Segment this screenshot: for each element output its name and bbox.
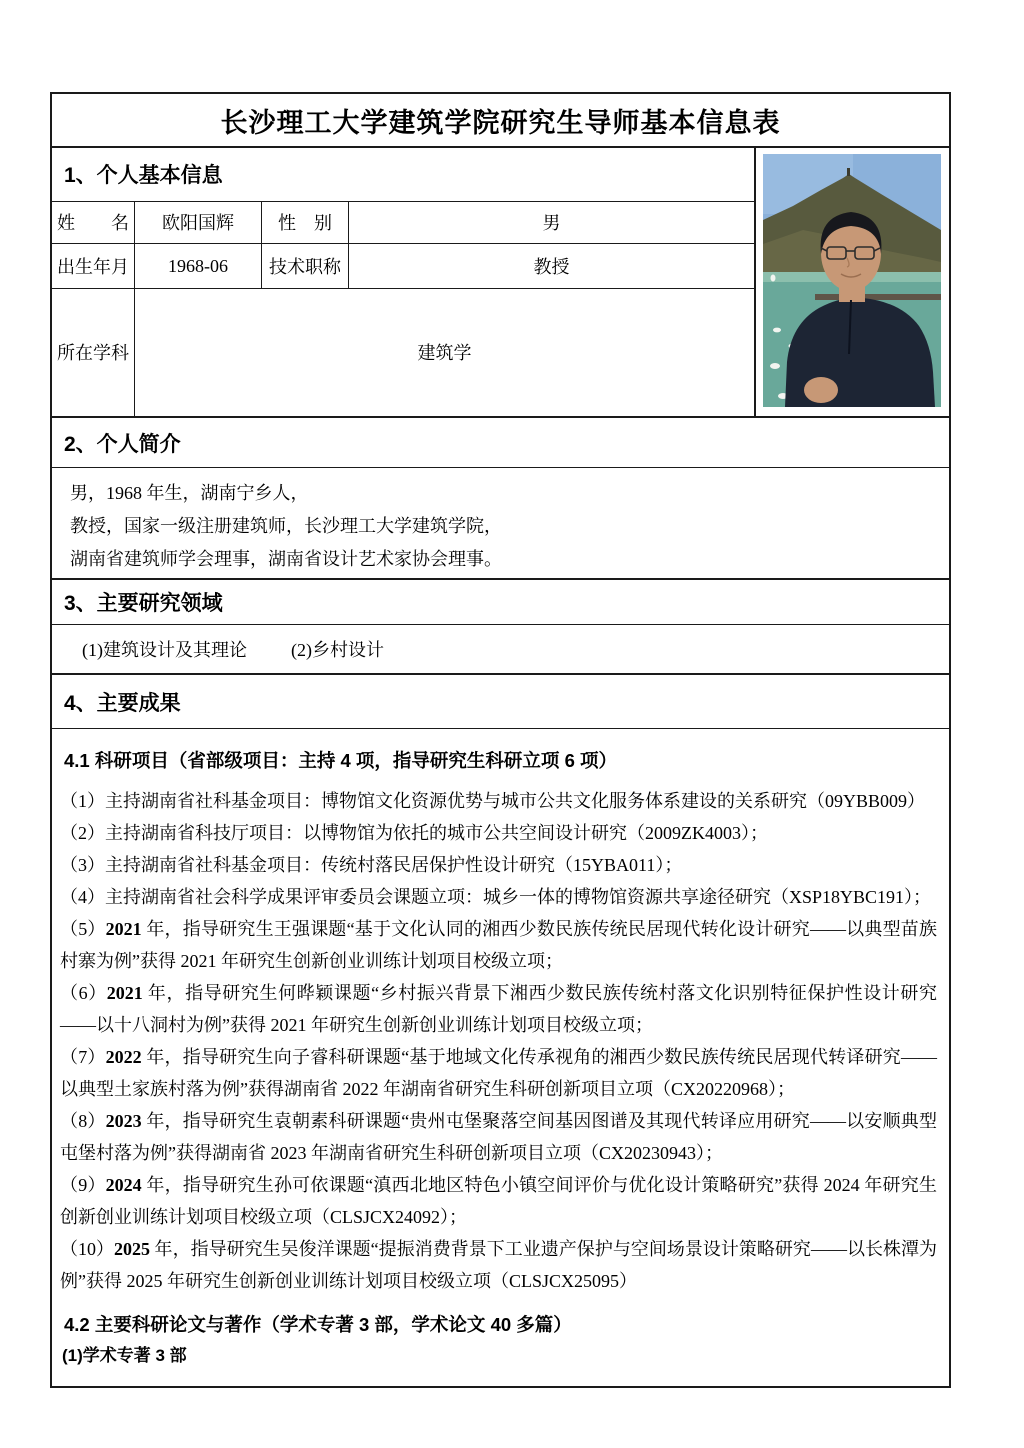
research-project-item <box>60 977 937 1041</box>
gender-label-cell: 性 别 <box>262 202 349 244</box>
form-title: 长沙理工大学建筑学院研究生导师基本信息表 <box>220 107 781 138</box>
form-title-row <box>52 94 949 148</box>
birth-label-cell: 出生年月 <box>52 244 135 288</box>
tech-title-value-cell: 教授 <box>533 257 570 278</box>
tech-title-label-cell: 技术职称 <box>262 244 349 288</box>
bio-line: 湖南省建筑师学会理事，湖南省设计艺术家协会理事。 <box>70 549 502 569</box>
research-project-item <box>60 1105 937 1169</box>
name-label-cell: 姓 名 <box>52 202 135 244</box>
research-project-item <box>60 817 937 849</box>
basic-info-table <box>52 148 756 416</box>
research-project-item <box>60 785 937 817</box>
item-year: 2021 <box>106 983 143 1003</box>
bio-line: 教授，国家一级注册建筑师，长沙理工大学建筑学院， <box>70 516 502 536</box>
item-text: 年，指导研究生何晔颖课题“乡村振兴背景下湘西少数民族传统村落文化识别特征保护性设计研究——以十八洞村为例”获得 2021 年研究生创新创业训练计划项目校级立项； <box>60 983 937 1035</box>
advisor-photo <box>763 154 941 407</box>
research-project-item <box>60 1233 937 1297</box>
birth-value-cell: 1968-06 <box>135 244 262 288</box>
item-number: （7） <box>60 1047 106 1067</box>
gender-value-cell: 男 <box>542 213 561 234</box>
section-3-heading: 3、主要研究领域 <box>52 580 949 625</box>
research-project-item <box>60 881 937 913</box>
research-area-2: (2)乡村设计 <box>291 640 384 660</box>
item-text: 年，指导研究生袁朝素科研课题“贵州屯堡聚落空间基因图谱及其现代转译应用研究——以安顺典型屯堡村落为例”获得湖南省 2023 年湖南省研究生科研创新项目立项（CX20230943）； <box>60 1111 937 1163</box>
bio-line: 男，1968 年生，湖南宁乡人， <box>70 483 309 503</box>
research-project-item <box>60 1169 937 1233</box>
section-2-heading: 2、个人简介 <box>52 418 949 468</box>
item-text: 主持湖南省社会科学成果评审委员会课题立项：城乡一体的博物馆资源共享途径研究（XSP18YBC191）； <box>105 887 932 907</box>
monograph-count-line: (1)学术专著 3 部 <box>62 1346 187 1365</box>
form-sheet <box>50 92 951 1388</box>
item-year: 2024 <box>105 1175 142 1195</box>
section-3-research-areas <box>52 625 949 675</box>
item-year: 2022 <box>105 1047 142 1067</box>
discipline-label-cell: 所在学科 <box>52 289 135 416</box>
name-value-cell: 欧阳国辉 <box>135 202 262 244</box>
photo-cell <box>756 148 949 416</box>
discipline-value-cell: 建筑学 <box>417 343 472 364</box>
subsection-4-2-heading: 4.2 主要科研论文与著作（学术专著 3 部，学术论文 40 多篇） <box>64 1314 572 1335</box>
research-area-1: (1)建筑设计及其理论 <box>82 640 247 660</box>
photo-peak-structure <box>847 168 850 176</box>
item-text: 年，指导研究生孙可依课题“滇西北地区特色小镇空间评价与优化设计策略研究”获得 2024 年研究生创新创业训练计划项目校级立项（CLSJCX24092）； <box>60 1175 937 1227</box>
item-number: （9） <box>60 1175 106 1195</box>
item-number: （3） <box>60 855 105 875</box>
research-project-item <box>60 1041 937 1105</box>
table-row-birth <box>52 244 754 289</box>
item-number: （6） <box>60 983 107 1003</box>
research-project-item <box>60 913 937 977</box>
item-text: 主持湖南省社科基金项目：传统村落民居保护性设计研究（15YBA011）； <box>105 855 683 875</box>
research-project-item <box>60 849 937 881</box>
item-number: （8） <box>60 1111 106 1131</box>
table-row-discipline <box>52 289 754 416</box>
item-number: （4） <box>60 887 105 907</box>
photo-pier <box>815 294 941 300</box>
item-year: 2021 <box>105 919 142 939</box>
item-number: （2） <box>60 823 105 843</box>
item-year: 2023 <box>105 1111 142 1131</box>
subsection-4-1-heading: 4.1 科研项目（省部级项目：主持 4 项，指导研究生科研立项 6 项） <box>64 750 617 771</box>
item-text: 主持湖南省科技厅项目：以博物馆为依托的城市公共空间设计研究（2009ZK4003）； <box>105 823 768 843</box>
basic-info-block <box>52 148 949 418</box>
item-text: 年，指导研究生吴俊洋课题“提振消费背景下工业遗产保护与空间场景设计策略研究——以长株潭为例”获得 2025 年研究生创新创业训练计划项目校级立项（CLSJCX25095） <box>60 1239 937 1291</box>
item-text: 主持湖南省社科基金项目：博物馆文化资源优势与城市公共文化服务体系建设的关系研究（09YBB009） <box>105 791 926 811</box>
item-number: （1） <box>60 791 105 811</box>
portrait-hand <box>804 377 838 403</box>
section-2-bio <box>52 468 949 580</box>
section-4-heading: 4、主要成果 <box>52 675 949 729</box>
table-row-name <box>52 202 754 245</box>
item-text: 年，指导研究生向子睿科研课题“基于地域文化传承视角的湘西少数民族传统民居现代转译研究——以典型土家族村落为例”获得湖南省 2022 年湖南省研究生科研创新项目立项（CX20220968）； <box>60 1047 937 1099</box>
item-year: 2025 <box>114 1239 151 1259</box>
section-1-heading: 1、个人基本信息 <box>52 148 754 202</box>
item-text: 年，指导研究生王强课题“基于文化认同的湘西少数民族传统民居现代转化设计研究——以典型苗族村寨为例”获得 2021 年研究生创新创业训练计划项目校级立项； <box>60 919 937 971</box>
section-4-achievements <box>52 729 949 1386</box>
item-number: （5） <box>60 919 106 939</box>
item-number: （10） <box>60 1239 115 1259</box>
